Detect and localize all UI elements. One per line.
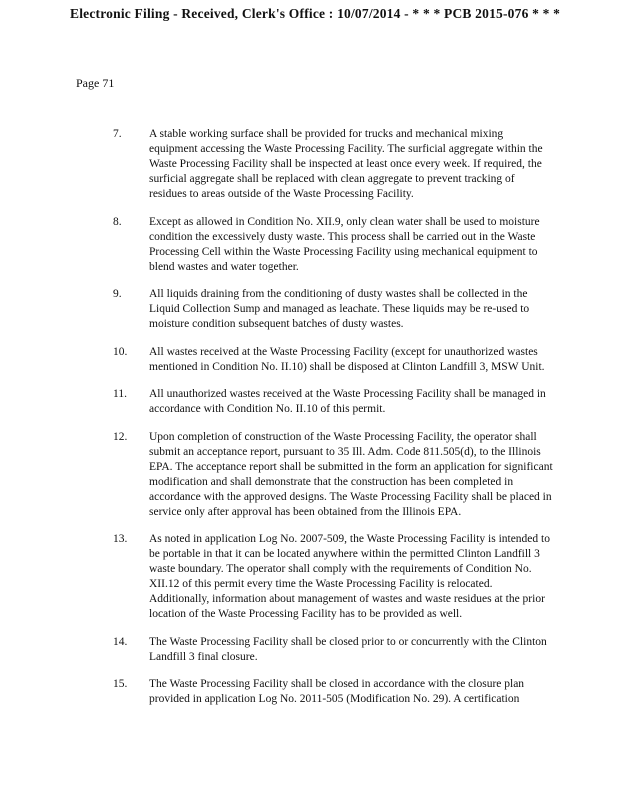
condition-number: 8. [113,215,122,228]
condition-number: 10. [113,345,128,358]
condition-text: Except as allowed in Condition No. XII.9, only clean water shall be used to moisture condition the excessively dusty waste. This process shall be carried out in the Waste Processing Cell within the Waste Processing Facility using mechanical equipment to blend wastes and water together. [149,215,540,273]
condition-number: 13. [113,533,128,545]
condition-text: Upon completion of construction of the Waste Processing Facility, the operator shall submit an acceptance report, pursuant to 35 Ill. Adm. Code 811.505(d), to the Illinois EPA. The acceptance report shall be submitted in the form an application for significant modification and shall demonstrate that the construction has been completed in accordance with the approved designs. The Waste Processing Facility shall be placed in service only after approval has been obtained from the Illinois EPA. [149,430,553,518]
condition-item [113,635,553,665]
condition-number: 9. [113,288,122,300]
condition-item [113,215,553,275]
page-number: Page 71 [76,76,115,90]
condition-item [113,387,553,417]
condition-text: All unauthorized wastes received at the Waste Processing Facility shall be managed in accordance with Condition No. II.10 of this permit. [149,388,546,415]
condition-text: The Waste Processing Facility shall be closed prior to or concurrently with the Clinton Landfill 3 final closure. [149,635,547,663]
condition-text: As noted in application Log No. 2007-509, the Waste Processing Facility is intended to be portable in that it can be located anywhere within the permitted Clinton Landfill 3 waste boundary. The operator shall comply with the requirements of Condition No. XII.12 of this permit every time the Waste Processing Facility is relocated. Additionally, information about management of wastes and waste residues at the prior location of the Waste Processing Facility has to be provided as well. [149,533,550,620]
condition-number: 15. [113,678,128,690]
condition-item [113,287,553,332]
condition-number: 14. [113,635,128,648]
condition-item [113,677,553,707]
condition-item [113,430,553,520]
condition-item [113,127,553,202]
condition-text: All liquids draining from the conditioning of dusty wastes shall be collected in the Liquid Collection Sump and managed as leachate. These liquids may be re-used to moisture condition subsequent batches of dusty wastes. [149,288,530,330]
condition-number: 7. [113,128,122,140]
filing-header-stamp: Electronic Filing - Received, Clerk's Office : 10/07/2014 - * * * PCB 2015-076 * * * [70,6,561,21]
condition-number: 11. [113,388,127,400]
condition-text: All wastes received at the Waste Processing Facility (except for unauthorized wastes mentioned in Condition No. II.10) shall be disposed at Clinton Landfill 3, MSW Unit. [149,345,545,373]
condition-text: The Waste Processing Facility shall be closed in accordance with the closure plan provided in application Log No. 2011-505 (Modification No. 29). A certification [149,678,525,705]
condition-text: A stable working surface shall be provided for trucks and mechanical mixing equipment accessing the Waste Processing Facility. The surficial aggregate within the Waste Processing Facility shall be inspected at least once every week. If required, the surficial aggregate shall be replaced with clean aggregate to prevent tracking of residues to areas outside of the Waste Processing Facility. [149,128,543,200]
condition-item [113,532,553,622]
conditions-list [113,127,553,720]
condition-number: 12. [113,430,128,443]
condition-item [113,345,553,375]
